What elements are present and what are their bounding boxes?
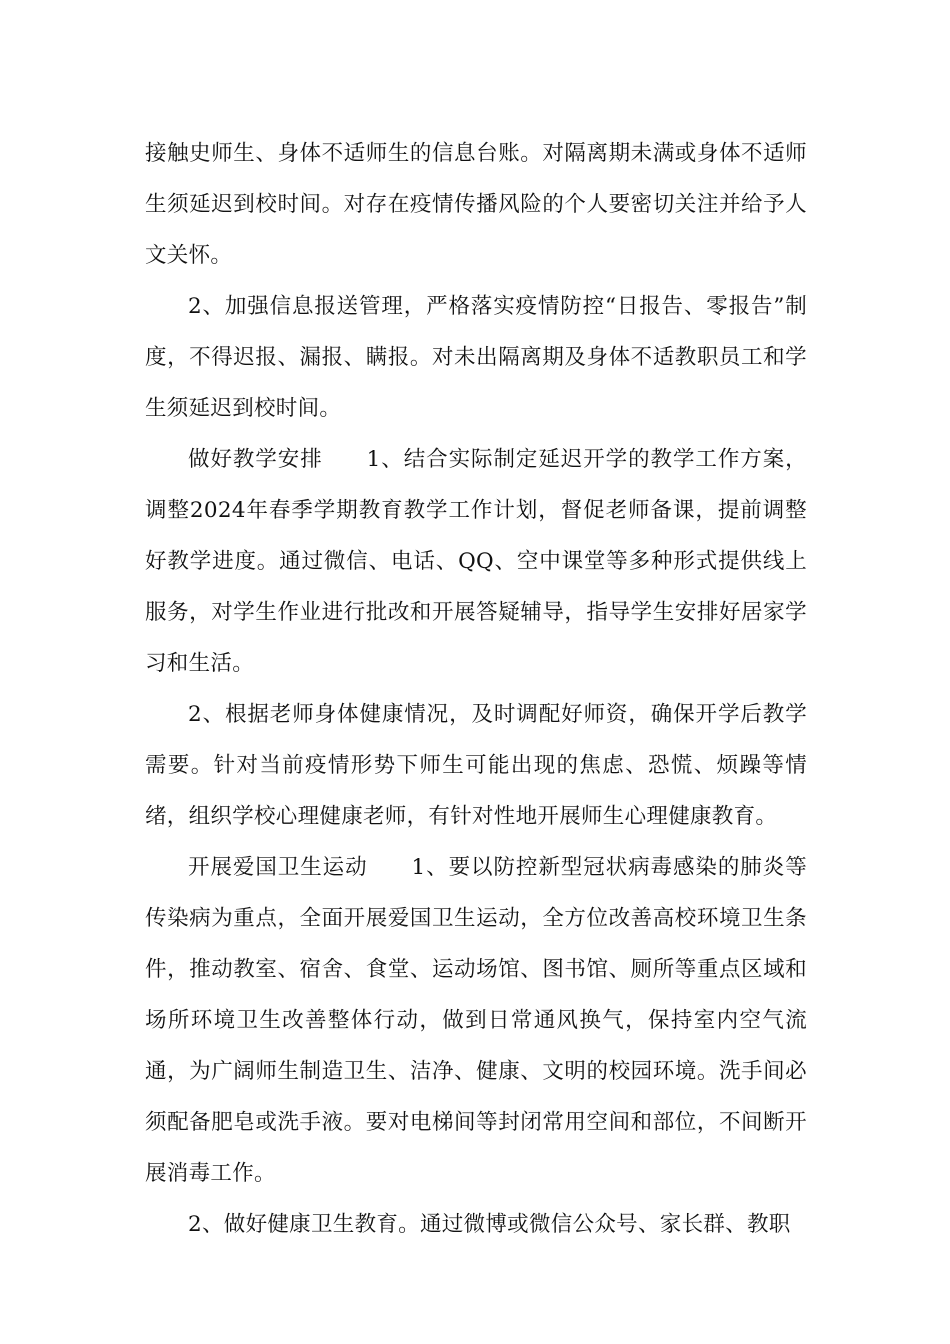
paragraph-2-text: 2、加强信息报送管理，严格落实疫情防控“日报告、零报告”制度，不得迟报、漏报、瞒报。对未出隔离期及身体不适教职员工和学生须延迟到校时间。 (145, 294, 807, 421)
paragraph-2 (145, 281, 807, 434)
document-body (145, 128, 807, 1250)
paragraph-4 (145, 689, 807, 842)
paragraph-3-text: 1、结合实际制定延迟开学的教学工作方案，调整2024年春季学期教育教学工作计划，督促老师备课，提前调整好教学进度。通过微信、电话、QQ、空中课堂等多种形式提供线上服务，对学生作业进行批改和开展答疑辅导，指导学生安排好居家学习和生活。 (145, 447, 807, 676)
paragraph-1-text: 接触史师生、身体不适师生的信息台账。对隔离期未满或身体不适师生须延迟到校时间。对存在疫情传播风险的个人要密切关注并给予人文关怀。 (145, 141, 807, 268)
paragraph-4-text: 2、根据老师身体健康情况，及时调配好师资，确保开学后教学需要。针对当前疫情形势下师生可能出现的焦虑、恐慌、烦躁等情绪，组织学校心理健康老师，有针对性地开展师生心理健康教育。 (145, 702, 807, 829)
paragraph-5 (145, 842, 807, 1199)
paragraph-3 (145, 434, 807, 689)
section-heading-hygiene: 开展爱国卫生运动 (188, 855, 368, 880)
paragraph-1 (145, 128, 807, 281)
section-heading-teaching: 做好教学安排 (188, 447, 323, 472)
paragraph-6 (145, 1199, 807, 1250)
paragraph-6-text: 2、做好健康卫生教育。通过微博或微信公众号、家长群、教职 (188, 1212, 791, 1237)
paragraph-5-text: 1、要以防控新型冠状病毒感染的肺炎等传染病为重点，全面开展爱国卫生运动，全方位改善高校环境卫生条件，推动教室、宿舍、食堂、运动场馆、图书馆、厕所等重点区域和场所环境卫生改善整体行动，做到日常通风换气，保持室内空气流通，为广阔师生制造卫生、洁净、健康、文明的校园环境。洗手间必须配备肥皂或洗手液。要对电梯间等封闭常用空间和部位，不间断开展消毒工作。 (145, 855, 807, 1186)
